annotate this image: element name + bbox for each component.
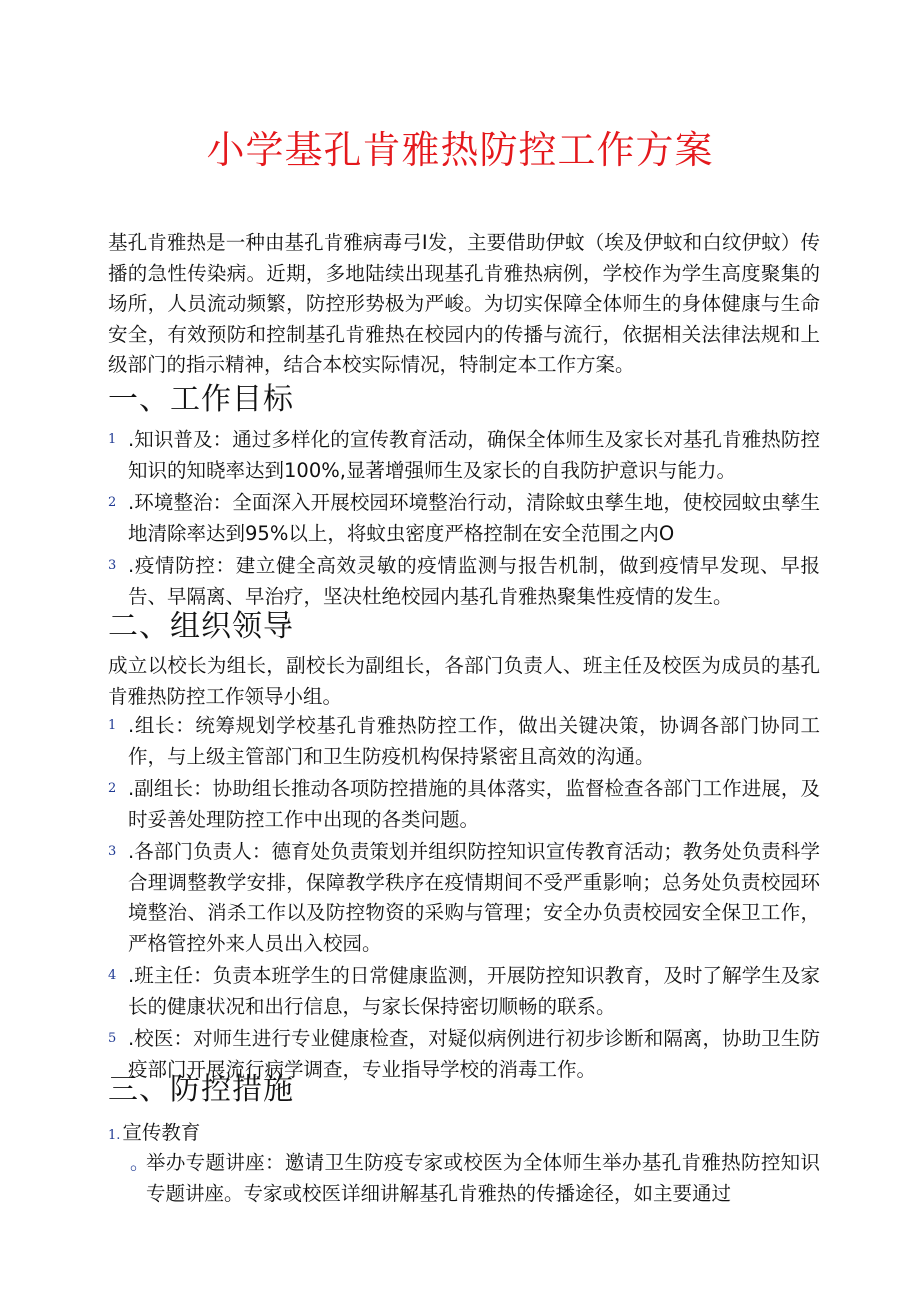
list-dot: . — [128, 714, 135, 737]
list-item-text — [128, 428, 820, 482]
list-number: 3 — [108, 558, 117, 573]
list-item — [108, 711, 820, 772]
list-item-text — [128, 491, 820, 545]
list-number: 1 — [108, 718, 117, 733]
subsection-heading — [108, 1118, 200, 1152]
list-item — [108, 961, 820, 1022]
list-number: 3 — [108, 844, 117, 859]
list-item-content: 班主任：负责本班学生的日常健康监测，开展防控知识教育，及时了解学生及家长的健康状况和出行信息，与家长保持密切顺畅的联系。 — [128, 964, 820, 1018]
subsection-number: 1. — [108, 1128, 121, 1143]
section-heading-goals: 一、工作目标 — [108, 382, 294, 417]
bullet-item — [130, 1148, 820, 1209]
list-number: 2 — [108, 495, 117, 510]
list-item-content: 知识普及：通过多样化的宣传教育活动，确保全体师生及家长对基孔肯雅热防控知识的知晓率达到100%,显著增强师生及家长的自我防护意识与能力。 — [128, 428, 820, 482]
list-number: 1 — [108, 432, 117, 447]
list-item-content: 组长：统筹规划学校基孔肯雅热防控工作，做出关键决策，协调各部门协同工作，与上级主管部门和卫生防疫机构保持紧密且高效的沟通。 — [128, 714, 820, 768]
list-dot: . — [128, 777, 135, 800]
list-item-text — [128, 840, 820, 955]
document-title: 小学基孔肯雅热防控工作方案 — [206, 128, 714, 172]
list-item — [108, 425, 820, 486]
list-dot: . — [128, 1027, 135, 1050]
list-item-text — [128, 714, 820, 768]
organization-list — [108, 711, 820, 1087]
subsection-label: 宣传教育 — [122, 1121, 201, 1144]
list-item-text — [128, 554, 820, 608]
section-heading-organization: 二、组织领导 — [108, 609, 294, 644]
list-number: 2 — [108, 781, 117, 796]
list-item-text — [128, 964, 820, 1018]
goals-list — [108, 425, 820, 614]
organization-intro: 成立以校长为组长，副校长为副组长，各部门负责人、班主任及校医为成员的基孔肯雅热防控工作领导小组。 — [108, 654, 820, 708]
list-item — [108, 837, 820, 959]
list-item-content: 副组长：协助组长推动各项防控措施的具体落实，监督检查各部门工作进展，及时妥善处理防控工作中出现的各类问题。 — [128, 777, 820, 831]
intro-paragraph: 基孔肯雅热是一种由基孔肯雅病毒弓I发，主要借助伊蚊（埃及伊蚊和白纹伊蚊）传播的急性传染病。近期，多地陆续出现基孔肯雅热病例，学校作为学生高度聚集的场所，人员流动频繁，防控形势极为严峻。为切实保障全体师生的身体健康与生命安全，有效预防和控制基孔肯雅热在校园内的传播与流行，依据相关法律法规和上级部门的指示精神，结合本校实际情况，特制定本工作方案。 — [108, 231, 820, 376]
list-item-content: 环境整治：全面深入开展校园环境整治行动，清除蚊虫孳生地，使校园蚊虫孳生地清除率达到95%以上，将蚊虫密度严格控制在安全范围之内O — [128, 491, 820, 545]
list-item — [108, 551, 820, 612]
section-heading-measures: 三、防控措施 — [108, 1072, 294, 1107]
list-dot: . — [128, 428, 135, 451]
list-dot: . — [128, 491, 135, 514]
bullet-text: 举办专题讲座：邀请卫生防疫专家或校医为全体师生举办基孔肯雅热防控知识专题讲座。专家或校医详细讲解基孔肯雅热的传播途径，如主要通过 — [146, 1151, 820, 1205]
list-item-content: 疫情防控：建立健全高效灵敏的疫情监测与报告机制，做到疫情早发现、早报告、早隔离、早治疗，坚决杜绝校园内基孔肯雅热聚集性疫情的发生。 — [128, 554, 820, 608]
list-dot: . — [128, 840, 135, 863]
list-number: 5 — [108, 1031, 117, 1046]
list-number: 4 — [108, 968, 117, 983]
list-dot: . — [128, 554, 135, 577]
list-item — [108, 488, 820, 549]
bullet-mark: 。 — [130, 1152, 150, 1174]
list-item-text — [128, 777, 820, 831]
list-dot: . — [128, 964, 135, 987]
list-item-content: 校医：对师生进行专业健康检查，对疑似病例进行初步诊断和隔离，协助卫生防疫部门开展流行病学调查，专业指导学校的消毒工作。 — [128, 1027, 820, 1081]
list-item — [108, 774, 820, 835]
list-item-content: 各部门负责人：德育处负责策划并组织防控知识宣传教育活动；教务处负责科学合理调整教学安排，保障教学秩序在疫情期间不受严重影响；总务处负责校园环境整治、消杀工作以及防控物资的采购与管理；安全办负责校园安全保卫工作，严格管控外来人员出入校园。 — [128, 840, 820, 955]
